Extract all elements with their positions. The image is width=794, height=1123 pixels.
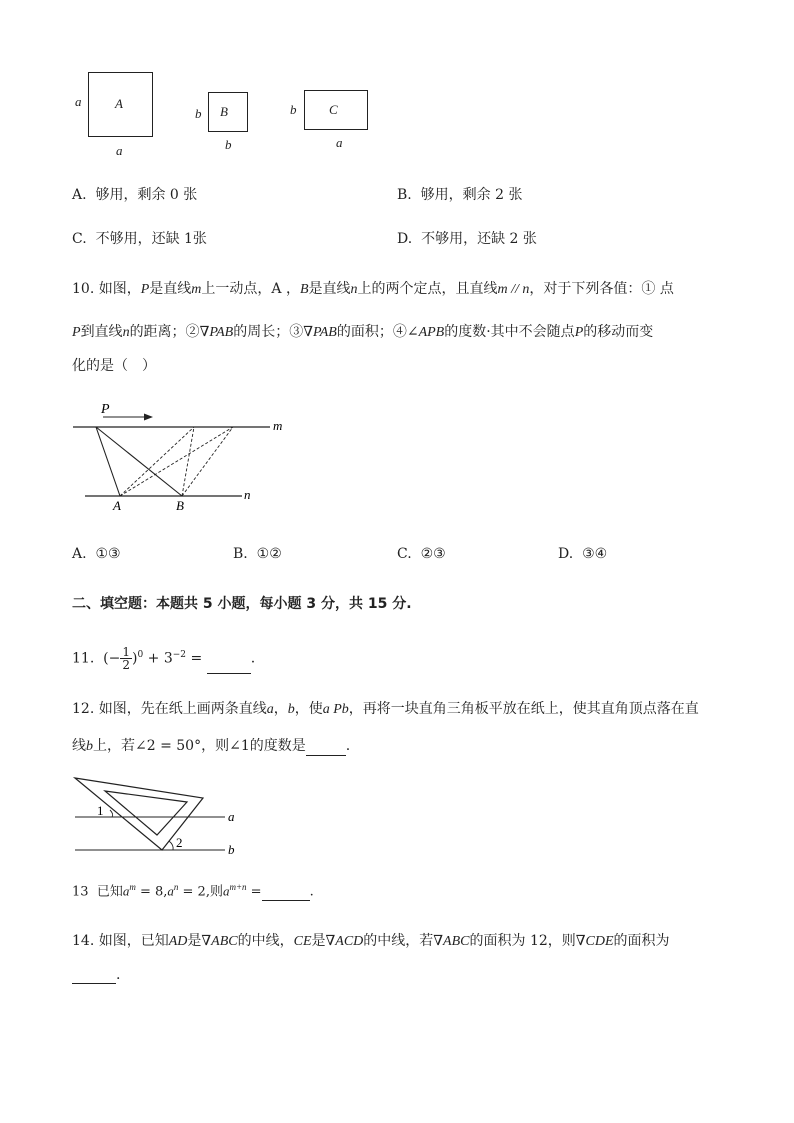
arrow-head <box>144 414 153 421</box>
answer-blank[interactable] <box>306 741 346 756</box>
rectangle-c-side-left: b <box>290 102 297 117</box>
label-b: b <box>228 842 235 857</box>
answer-blank[interactable] <box>72 969 116 984</box>
q13: 13 已知$a^m = 8,a^n = 2$,则$a^{m+n}$ = . <box>72 882 314 900</box>
q10-figure <box>70 398 300 518</box>
q12-line-1: 12. 如图，先在纸上画两条直线a，b，使a Pb，再将一块直角三角板平放在纸上，使其直角顶点落在直 <box>72 701 699 717</box>
square-b-label: B <box>220 104 228 119</box>
label-b: B <box>176 498 184 513</box>
square-b <box>208 92 248 132</box>
q12-figure <box>70 772 250 862</box>
label-m: m <box>273 418 283 433</box>
q11: 11. (− $\frac{1}{2}$ )$^0 + 3^{-2}$ = . <box>72 645 256 673</box>
dashed-2 <box>182 427 194 496</box>
dashed-4 <box>182 427 233 496</box>
q10-line-3: 化的是（ ） <box>72 358 156 374</box>
label-p: P <box>101 402 110 417</box>
q10-option-b: B. ①② <box>233 546 282 562</box>
q10-option-a: A. ①③ <box>72 546 121 562</box>
dashed-3 <box>120 427 233 496</box>
segment-pa <box>96 427 120 496</box>
label-2: 2 <box>176 835 183 850</box>
section-2-title: 二、填空题：本题共 5 小题，每小题 3 分，共 15 分. <box>72 596 412 612</box>
square-b-side-left: b <box>195 106 202 121</box>
label-1: 1 <box>97 803 104 818</box>
square-a-side-bottom: a <box>116 143 123 158</box>
segment-pb <box>96 427 182 496</box>
q14-line-1: 14. 如图，已知AD是∇ABC的中线，CE是∇ACD的中线，若∇ABC的面积为 12，则∇CDE的面积为 <box>72 933 670 949</box>
q10-line-1: 10. 如图，P是直线m上一动点，A ，B是直线n上的两个定点，且直线m // n，对于下列各值：① 点 <box>72 281 674 297</box>
answer-blank[interactable] <box>262 886 310 901</box>
label-a: A <box>113 498 121 513</box>
square-b-side-bottom: b <box>225 137 232 152</box>
q10-option-c: C. ②③ <box>397 546 446 562</box>
label-a: a <box>228 809 235 824</box>
q9-option-c: C. 不够用，还缺 1张 <box>72 231 207 247</box>
q10-line-2: P到直线n的距离；②∇PAB的周长；③∇PAB的面积；④∠APB的度数·其中不会随点P的移动而变 <box>72 324 654 340</box>
answer-blank[interactable] <box>207 659 251 674</box>
q14-line-2: . <box>72 966 120 984</box>
square-a-label: A <box>115 96 123 111</box>
rectangle-c-label: C <box>329 102 338 117</box>
q9-option-a: A. 够用，剩余 0 张 <box>72 187 198 203</box>
triangle-outer <box>75 778 203 850</box>
dashed-1 <box>120 427 194 496</box>
label-n: n <box>244 487 251 502</box>
fraction: $\frac{1}{2}$ <box>122 645 131 673</box>
rectangle-c-side-bottom: a <box>336 135 343 150</box>
q9-option-d: D. 不够用，还缺 2 张 <box>397 231 537 247</box>
angle-1-arc <box>110 810 113 817</box>
angle-2-arc <box>169 841 173 850</box>
q9-option-b: B. 够用，剩余 2 张 <box>397 187 523 203</box>
q10-option-d: D. ③④ <box>558 546 608 562</box>
square-a-side-left: a <box>75 94 82 109</box>
q12-line-2: 线b上，若∠2 = 50°，则∠1的度数是 . <box>72 738 351 754</box>
